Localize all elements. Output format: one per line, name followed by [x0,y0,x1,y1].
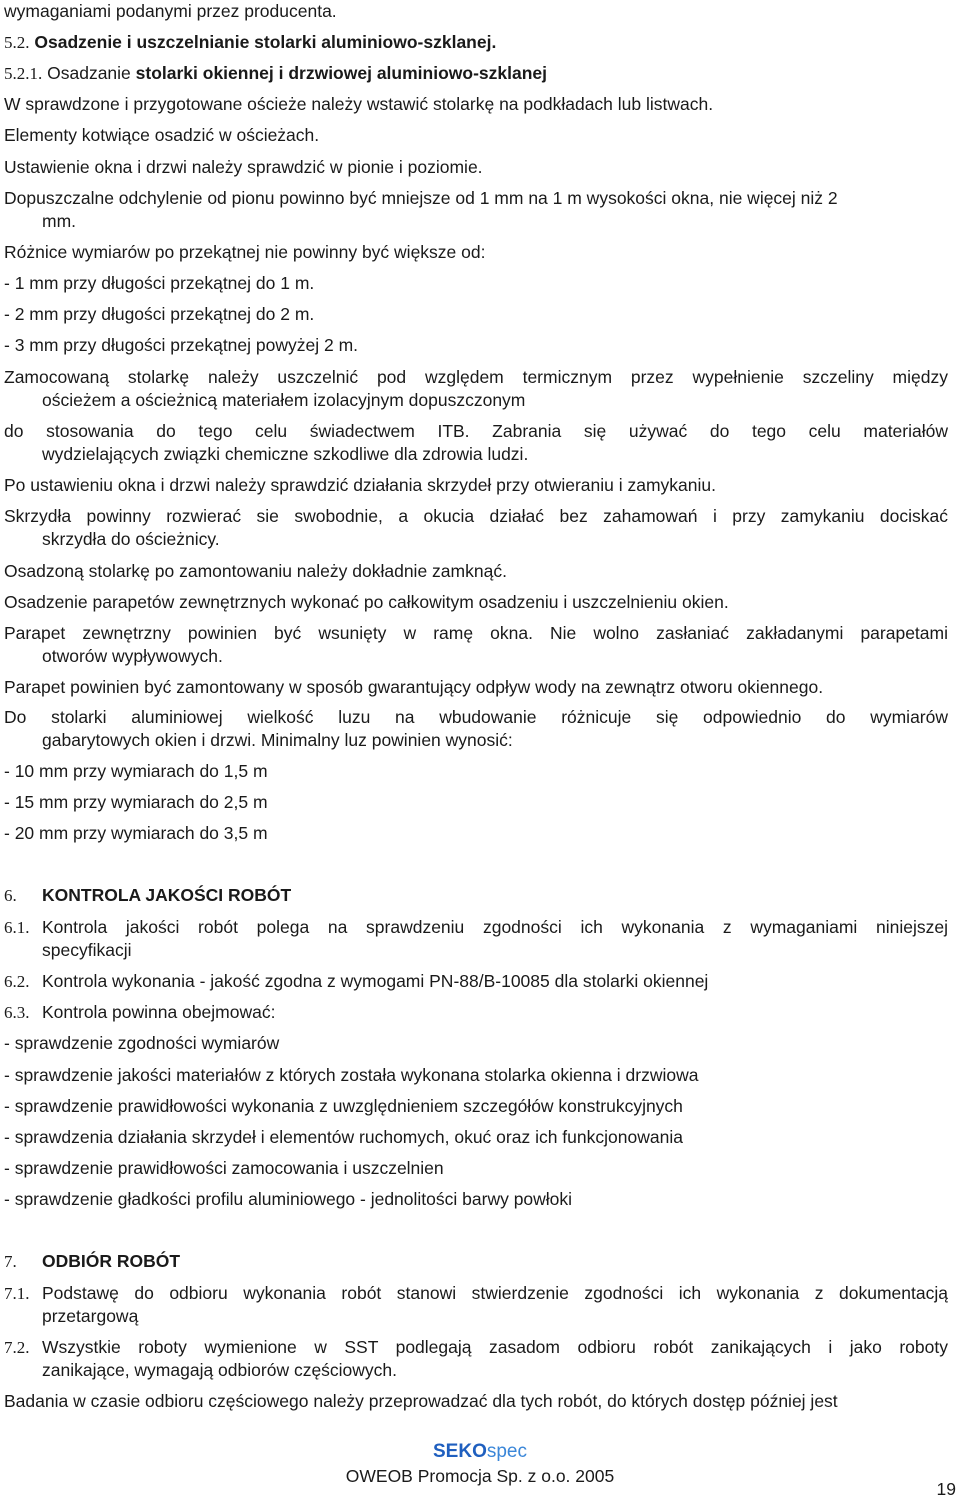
body-text-line: Różnice wymiarów po przekątnej nie powinny być większe od: [4,242,486,262]
list-item: - sprawdzenie jakości materiałów z których została wykonana stolarka okienna i drzwiowa [4,1065,699,1085]
body-text-line: Skrzydła powinny rozwierać sie swobodnie, a okucia działać bez zahamowań i przy zamykaniu dociskać [4,506,948,526]
body-text-line: Parapet zewnętrzny powinien być wsunięty w ramę okna. Nie wolno zasłaniać zakładanymi parapetami [4,623,948,643]
body-text-line: wymaganiami podanymi przez producenta. [4,1,337,21]
logo-seko-text: SEKO [433,1441,487,1462]
body-text-line: wydzielających związki chemiczne szkodliwe dla zdrowia ludzi. [42,444,529,464]
page-number: 19 [936,1479,956,1499]
body-text-line: Kontrola jakości robót polega na sprawdzeniu zgodności ich wykonania z wymaganiami niniejszej [42,917,948,937]
section-title-prefix: Osadzanie [42,63,136,83]
body-text-line: Elementy kotwiące osadzić w ościeżach. [4,125,320,145]
body-text-line: Osadzenie parapetów zewnętrznych wykonać po całkowitym osadzeniu i uszczelnieniu okien. [4,592,729,612]
body-text-line: Podstawę do odbioru wykonania robót stanowi stwierdzenie zgodności ich wykonania z dokumentacją [42,1283,948,1303]
body-text-line: W sprawdzone i przygotowane ościeże należy wstawić stolarkę na podkładach lub listwach. [4,94,714,114]
body-text-line: Do stolarki aluminiowej wielkość luzu na wbudowanie różnicuje się odpowiednio do wymiarów [4,707,948,727]
body-text-line: Dopuszczalne odchylenie od pionu powinno być mniejsze od 1 mm na 1 m wysokości okna, nie więcej niż 2 [4,188,838,208]
body-text-line: skrzydła do ościeżnicy. [42,529,220,549]
body-text-line: Ustawienie okna i drzwi należy sprawdzić w pionie i poziomie. [4,157,483,177]
section-number: 5.2.1. [4,64,43,83]
list-item: - 1 mm przy długości przekątnej do 1 m. [4,273,315,293]
list-item: - 3 mm przy długości przekątnej powyżej 2 m. [4,335,359,355]
section-title: ODBIÓR ROBÓT [42,1251,181,1271]
body-text-line: Badania w czasie odbioru częściowego należy przeprowadzać dla tych robót, do których dostęp później jest [4,1391,838,1411]
section-number: 6. [4,886,17,905]
section-number: 6.2. [4,972,30,991]
body-text-line: zanikające, wymagają odbiorów częściowych. [42,1360,398,1380]
footer-company: OWEOB Promocja Sp. z o.o. 2005 [345,1466,615,1486]
body-text-line: Wszystkie roboty wymienione w SST podlegają zasadom odbioru robót zanikających i jako roboty [42,1337,948,1357]
list-item: - sprawdzenia działania skrzydeł i elementów ruchomych, okuć oraz ich funkcjonowania [4,1127,683,1147]
list-item: - sprawdzenie prawidłowości wykonania z uwzględnieniem szczegółów konstrukcyjnych [4,1096,683,1116]
section-heading-7 [4,1250,948,1273]
section-title: KONTROLA JAKOŚCI ROBÓT [42,885,292,905]
body-text-line: Osadzoną stolarkę po zamontowaniu należy dokładnie zamknąć. [4,561,507,581]
body-text-line: gabarytowych okien i drzwi. Minimalny luz powinien wynosić: [42,730,513,750]
body-text-line: otworów wypływowych. [42,646,223,666]
list-item: - 10 mm przy wymiarach do 1,5 m [4,761,268,781]
section-number: 6.3. [4,1003,30,1022]
section-number: 7.1. [4,1284,30,1303]
section-number: 7.2. [4,1338,30,1357]
body-text-line: Po ustawieniu okna i drzwi należy sprawdzić działania skrzydeł przy otwieraniu i zamykaniu. [4,475,716,495]
body-text-line: Parapet powinien być zamontowany w sposób gwarantujący odpływ wody na zewnątrz otworu okiennego. [4,677,824,697]
body-text: Kontrola wykonania - jakość zgodna z wymogami PN-88/B-10085 dla stolarki okiennej [42,971,709,991]
list-item: - sprawdzenie zgodności wymiarów [4,1033,280,1053]
subsection-6-2 [4,970,948,993]
section-title-bold: stolarki okiennej i drzwiowej aluminiowo-szklanej [135,63,547,83]
section-heading-5-2-1 [4,62,948,85]
list-item: - 20 mm przy wymiarach do 3,5 m [4,823,268,843]
body-text-line: mm. [42,211,77,231]
list-item: - sprawdzenie prawidłowości zamocowania i uszczelnien [4,1158,444,1178]
body-text-line: ościeżem a ościeżnicą materiałem izolacyjnym dopuszczonym [42,390,526,410]
body-text-line: do stosowania do tego celu świadectwem ITB. Zabrania się używać do tego celu materiałów [4,421,948,441]
body-text-line: Zamocowaną stolarkę należy uszczelnić pod względem termicznym przez wypełnienie szczeliny między [4,367,948,387]
section-heading-6 [4,884,948,907]
body-text-line: specyfikacji [42,940,132,960]
list-item: - sprawdzenie gładkości profilu aluminiowego - jednolitości barwy powłoki [4,1189,573,1209]
list-item: - 15 mm przy wymiarach do 2,5 m [4,792,268,812]
section-number: 6.1. [4,918,30,937]
list-item: - 2 mm przy długości przekątnej do 2 m. [4,304,315,324]
section-heading-5-2 [4,31,948,54]
body-text: Kontrola powinna obejmować: [42,1002,276,1022]
body-text-line: przetargową [42,1306,139,1326]
section-title: Osadzenie i uszczelnianie stolarki aluminiowo-szklanej. [34,32,497,52]
section-number: 7. [4,1252,17,1271]
footer-logo [0,1441,960,1463]
logo-spec-text: spec [486,1441,527,1462]
section-number: 5.2. [4,33,30,52]
subsection-6-3 [4,1001,948,1024]
